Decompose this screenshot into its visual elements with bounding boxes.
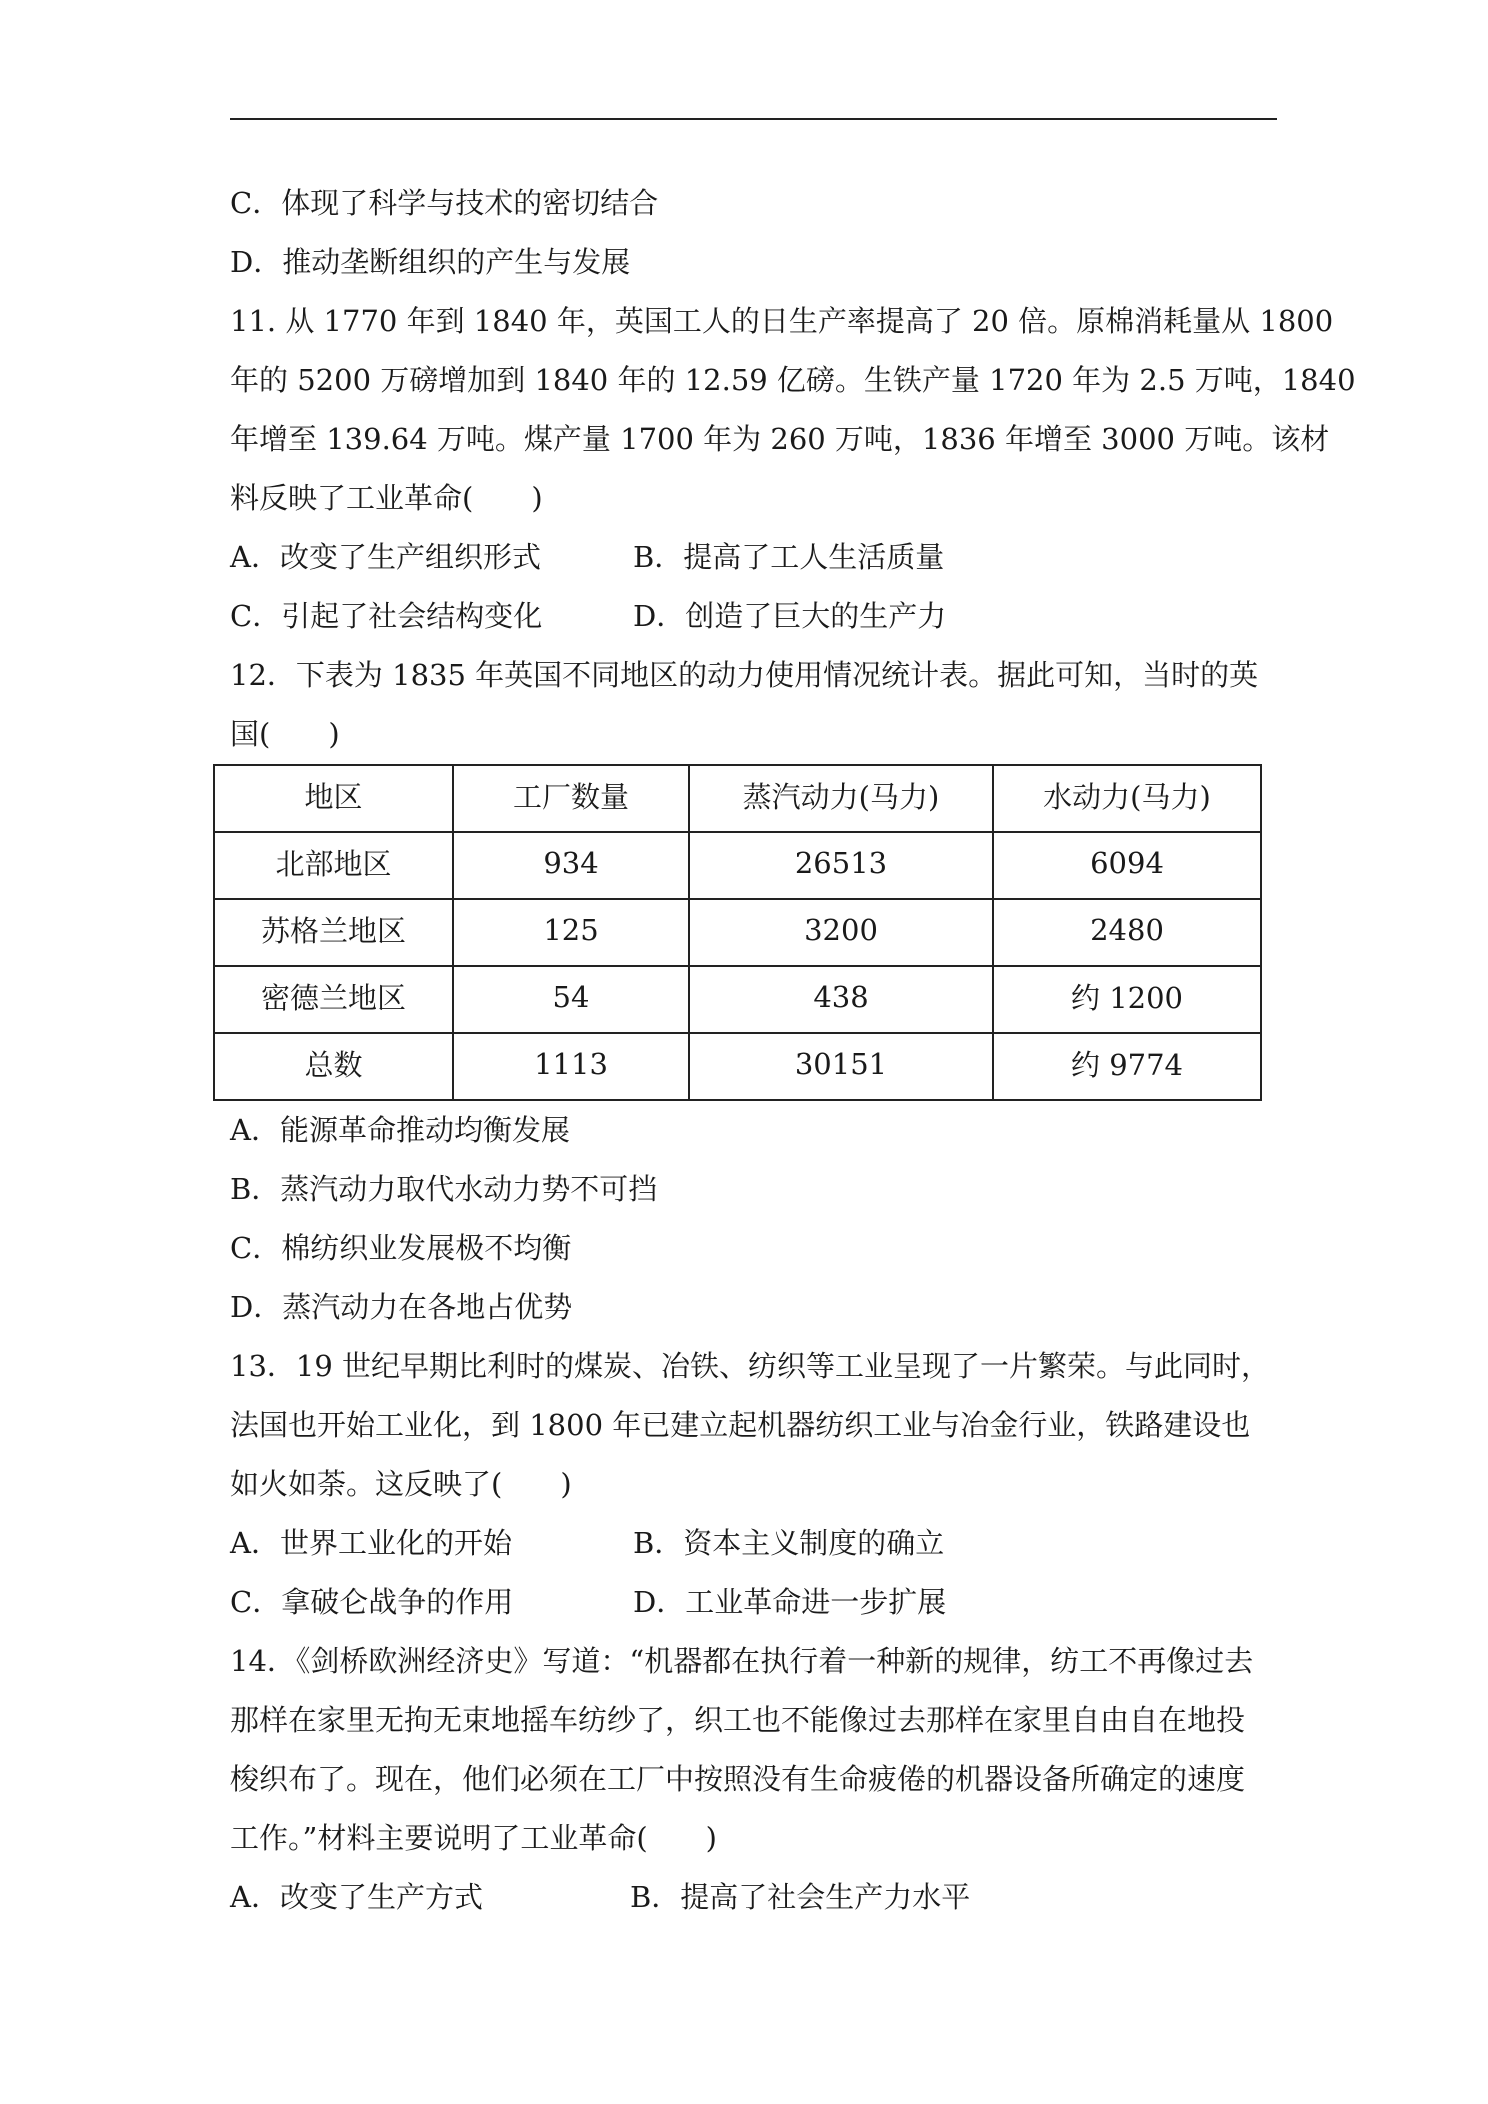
option-q12-c: C．棉纺织业发展极不均衡 bbox=[230, 1231, 572, 1265]
question-11 bbox=[230, 292, 1356, 646]
question-14-options-row bbox=[230, 1868, 1277, 1927]
table-cell: 约 1200 bbox=[993, 966, 1261, 1033]
table-cell: 1113 bbox=[453, 1033, 689, 1100]
table-header-cell: 工厂数量 bbox=[453, 765, 689, 832]
power-usage-table bbox=[213, 764, 1262, 1101]
table-cell: 125 bbox=[453, 899, 689, 966]
table-cell: 3200 bbox=[689, 899, 993, 966]
question-14-stem-line: 梭织布了。现在，他们必须在工厂中按照没有生命疲倦的机器设备所确定的速度 bbox=[230, 1762, 1246, 1796]
option-q10-d: D．推动垄断组织的产生与发展 bbox=[230, 245, 631, 279]
question-14 bbox=[230, 1632, 1277, 1927]
question-13-stem-line: 13．19 世纪早期比利时的煤炭、冶铁、纺织等工业呈现了一片繁荣。与此同时， bbox=[230, 1349, 1271, 1383]
table-row bbox=[214, 1033, 1261, 1100]
table-row bbox=[214, 832, 1261, 899]
option-q11-a: A．改变了生产组织形式 bbox=[230, 540, 541, 574]
table-cell: 苏格兰地区 bbox=[214, 899, 453, 966]
table-header-cell: 水动力(马力) bbox=[993, 765, 1261, 832]
table-cell: 438 bbox=[689, 966, 993, 1033]
option-q10-c: C．体现了科学与技术的密切结合 bbox=[230, 186, 659, 220]
table-header-row bbox=[214, 765, 1261, 832]
question-11-stem-line: 年增至 139.64 万吨。煤产量 1700 年为 260 万吨，1836 年增至 3000 万吨。该材 bbox=[230, 422, 1330, 456]
option-q11-d: D．创造了巨大的生产力 bbox=[633, 599, 947, 633]
table-header-cell: 地区 bbox=[214, 765, 453, 832]
table-cell: 6094 bbox=[993, 832, 1261, 899]
table-row bbox=[214, 899, 1261, 966]
question-11-options-row bbox=[230, 528, 1277, 587]
question-11-stem-line: 年的 5200 万磅增加到 1840 年的 12.59 亿磅。生铁产量 1720 年为 2.5 万吨，1840 bbox=[230, 363, 1356, 397]
option-q13-d: D．工业革命进一步扩展 bbox=[633, 1585, 947, 1619]
table-header-cell: 蒸汽动力(马力) bbox=[689, 765, 993, 832]
question-11-options-row bbox=[230, 587, 1277, 646]
option-q12-d: D．蒸汽动力在各地占优势 bbox=[230, 1290, 573, 1324]
question-13-stem-line: 如火如荼。这反映了( ) bbox=[230, 1467, 572, 1501]
question-14-stem-line: 那样在家里无拘无束地摇车纺纱了，织工也不能像过去那样在家里自由自在地投 bbox=[230, 1703, 1246, 1737]
option-q13-b: B．资本主义制度的确立 bbox=[633, 1526, 945, 1560]
option-q14-a: A．改变了生产方式 bbox=[230, 1880, 483, 1914]
question-14-stem-line: 14．《剑桥欧洲经济史》写道：“机器都在执行着一种新的规律，纺工不再像过去 bbox=[230, 1644, 1254, 1678]
option-q12-b: B．蒸汽动力取代水动力势不可挡 bbox=[230, 1172, 658, 1206]
question-11-stem-line: 11. 从 1770 年到 1840 年，英国工人的日生产率提高了 20 倍。原棉消耗量从 1800 bbox=[230, 304, 1334, 338]
option-q13-c: C．拿破仑战争的作用 bbox=[230, 1585, 514, 1619]
option-q11-c: C．引起了社会结构变化 bbox=[230, 599, 543, 633]
table-row bbox=[214, 966, 1261, 1033]
question-12-stem-line: 12．下表为 1835 年英国不同地区的动力使用情况统计表。据此可知，当时的英 bbox=[230, 658, 1259, 692]
table-cell: 约 9774 bbox=[993, 1033, 1261, 1100]
table-cell: 26513 bbox=[689, 832, 993, 899]
question-11-stem-line: 料反映了工业革命( ) bbox=[230, 481, 543, 515]
exam-page bbox=[230, 174, 1356, 1927]
option-q11-b: B．提高了工人生活质量 bbox=[633, 540, 945, 574]
table-cell: 54 bbox=[453, 966, 689, 1033]
header-rule bbox=[230, 118, 1277, 120]
question-12-stem-line: 国( ) bbox=[230, 717, 340, 751]
table-cell: 2480 bbox=[993, 899, 1261, 966]
table-cell: 30151 bbox=[689, 1033, 993, 1100]
question-14-stem-line: 工作。”材料主要说明了工业革命( ) bbox=[230, 1821, 717, 1855]
question-13-options-row bbox=[230, 1514, 1277, 1573]
question-13 bbox=[230, 1337, 1277, 1632]
option-q14-b: B．提高了社会生产力水平 bbox=[630, 1880, 971, 1914]
question-12 bbox=[230, 646, 1277, 1337]
table-cell: 北部地区 bbox=[214, 832, 453, 899]
question-13-options-row bbox=[230, 1573, 1277, 1632]
table-cell: 总数 bbox=[214, 1033, 453, 1100]
question-13-stem-line: 法国也开始工业化，到 1800 年已建立起机器纺织工业与冶金行业，铁路建设也 bbox=[230, 1408, 1251, 1442]
option-q13-a: A．世界工业化的开始 bbox=[230, 1526, 512, 1560]
table-cell: 密德兰地区 bbox=[214, 966, 453, 1033]
option-q12-a: A．能源革命推动均衡发展 bbox=[230, 1113, 570, 1147]
table-cell: 934 bbox=[453, 832, 689, 899]
